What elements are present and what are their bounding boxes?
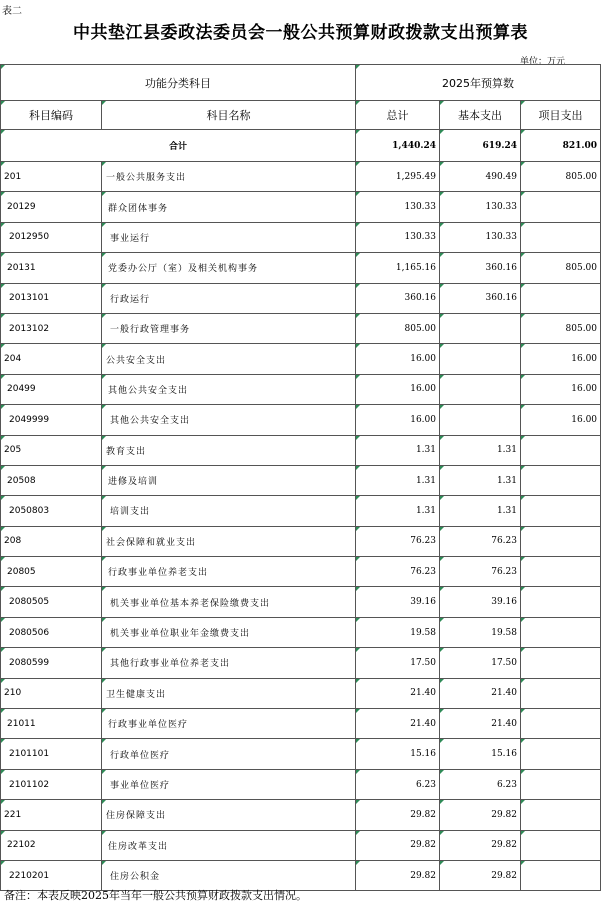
subject-name-cell (102, 800, 356, 830)
subject-name-cell-text: 培训支出 (110, 507, 151, 518)
total-cell-text: 39.16 (410, 597, 436, 608)
project-cell (521, 587, 601, 617)
basic-cell-text: 76.23 (491, 536, 517, 547)
project-cell (521, 162, 601, 192)
total-cell-text: 16.00 (410, 414, 436, 425)
subject-code-cell (1, 374, 102, 404)
total-cell (356, 860, 440, 890)
total-cell (356, 648, 440, 678)
basic-cell (440, 648, 521, 678)
subject-code-cell-text: 2101101 (9, 749, 50, 760)
total-cell-text: 29.82 (410, 840, 436, 851)
subject-name-cell-text: 住房保障支出 (106, 811, 167, 822)
total-cell-text: 1.31 (415, 475, 436, 486)
basic-cell (440, 435, 521, 465)
basic-cell-text: 360.16 (485, 262, 517, 273)
subject-name-cell-text: 机关事业单位职业年金缴费支出 (110, 629, 251, 640)
basic-cell-text: 21.40 (491, 718, 517, 729)
total-cell (356, 830, 440, 860)
total-basic: 619.24 (440, 130, 521, 162)
basic-cell-text: 29.82 (491, 840, 517, 851)
table-row (1, 344, 601, 374)
footnote: 备注：本表反映2025年当年一般公共预算财政拨款支出情况。 (4, 889, 307, 902)
subject-name-cell (102, 739, 356, 769)
project-cell (521, 557, 601, 587)
total-label: 合计 (1, 130, 356, 162)
total-cell-text: 21.40 (410, 718, 436, 729)
basic-cell (440, 678, 521, 708)
subject-name-cell (102, 648, 356, 678)
subject-name-cell-text: 社会保障和就业支出 (106, 537, 197, 548)
subject-name-cell (102, 313, 356, 343)
project-cell-text: 16.00 (571, 384, 598, 395)
basic-cell (440, 617, 521, 647)
basic-cell-text: 360.16 (485, 293, 517, 304)
subject-name-cell-text: 进修及培训 (108, 477, 159, 488)
subject-name-cell (102, 222, 356, 252)
table-row (1, 313, 601, 343)
project-cell-text: 16.00 (571, 354, 598, 365)
table-row (1, 709, 601, 739)
total-cell (356, 283, 440, 313)
total-cell (356, 739, 440, 769)
table-row (1, 405, 601, 435)
total-cell-text: 130.33 (404, 202, 436, 213)
table-row (1, 465, 601, 495)
basic-cell (440, 526, 521, 556)
subject-name-cell (102, 162, 356, 192)
subject-name-cell (102, 769, 356, 799)
project-cell (521, 678, 601, 708)
subject-code-cell-text: 20129 (7, 202, 36, 213)
subject-name-cell (102, 617, 356, 647)
project-cell-text: 805.00 (565, 262, 598, 273)
subject-code-cell-text: 2013102 (9, 323, 50, 334)
subject-code-cell (1, 557, 102, 587)
basic-cell (440, 587, 521, 617)
subject-name-cell-text: 其他行政事业单位养老支出 (110, 659, 231, 670)
subject-code-cell (1, 162, 102, 192)
basic-cell-text: 1.31 (496, 475, 517, 486)
table-row (1, 617, 601, 647)
basic-cell-text: 1.31 (496, 445, 517, 456)
table-row (1, 830, 601, 860)
total-cell (356, 162, 440, 192)
total-cell (356, 496, 440, 526)
project-cell (521, 344, 601, 374)
subject-code-cell (1, 587, 102, 617)
table-row (1, 587, 601, 617)
subject-code-cell-text: 21011 (7, 718, 36, 729)
subject-code-cell-text: 22102 (7, 840, 36, 851)
subject-name-cell (102, 465, 356, 495)
subject-code-cell-text: 201 (4, 171, 22, 182)
header-project: 项目支出 (521, 101, 601, 130)
subject-code-cell (1, 830, 102, 860)
total-cell-text: 17.50 (410, 657, 436, 668)
total-cell (356, 800, 440, 830)
basic-cell-text: 6.23 (496, 779, 517, 790)
project-cell (521, 830, 601, 860)
subject-name-cell-text: 机关事业单位基本养老保险缴费支出 (110, 598, 271, 609)
subject-code-cell-text: 2013101 (9, 293, 50, 304)
project-cell (521, 800, 601, 830)
basic-cell (440, 496, 521, 526)
basic-cell-text: 39.16 (491, 597, 517, 608)
basic-cell (440, 800, 521, 830)
project-cell (521, 860, 601, 890)
project-cell (521, 435, 601, 465)
header-subject-name: 科目名称 (102, 101, 356, 130)
subject-name-cell-text: 教育支出 (106, 446, 147, 457)
basic-cell (440, 709, 521, 739)
subject-code-cell (1, 192, 102, 222)
basic-cell (440, 557, 521, 587)
total-cell-text: 76.23 (410, 566, 436, 577)
total-cell (356, 617, 440, 647)
subject-code-cell-text: 208 (4, 536, 22, 547)
subject-code-cell-text: 2049999 (9, 414, 50, 425)
basic-cell (440, 222, 521, 252)
total-cell (356, 465, 440, 495)
subject-code-cell-text: 20508 (7, 475, 36, 486)
basic-cell-text: 17.50 (491, 657, 517, 668)
total-cell-text: 29.82 (410, 809, 436, 820)
table-row (1, 162, 601, 192)
total-cell (356, 222, 440, 252)
basic-cell (440, 860, 521, 890)
basic-cell (440, 192, 521, 222)
subject-name-cell-text: 事业单位医疗 (110, 781, 171, 791)
subject-name-cell (102, 253, 356, 283)
subject-name-cell-text: 党委办公厅（室）及相关机构事务 (108, 264, 259, 275)
subject-name-cell-text: 行政单位医疗 (110, 750, 171, 761)
project-cell (521, 374, 601, 404)
total-cell (356, 253, 440, 283)
basic-cell (440, 739, 521, 769)
subject-code-cell (1, 739, 102, 769)
subject-code-cell (1, 435, 102, 465)
subject-name-cell (102, 192, 356, 222)
basic-cell-text: 490.49 (485, 171, 517, 182)
subject-code-cell (1, 313, 102, 343)
total-cell-text: 16.00 (410, 384, 436, 395)
subject-name-cell (102, 344, 356, 374)
subject-code-cell (1, 465, 102, 495)
project-cell (521, 648, 601, 678)
subject-name-cell-text: 行政运行 (110, 294, 151, 305)
header-row-columns (1, 101, 601, 130)
total-cell (356, 678, 440, 708)
subject-code-cell (1, 617, 102, 647)
table-row (1, 526, 601, 556)
project-cell (521, 465, 601, 495)
unit-label: 单位：万元 (519, 57, 565, 67)
basic-cell-text: 76.23 (491, 566, 517, 577)
total-cell-text: 15.16 (410, 749, 436, 760)
project-cell (521, 526, 601, 556)
table-row (1, 769, 601, 799)
basic-cell-text: 130.33 (485, 232, 517, 243)
subject-name-cell-text: 事业运行 (110, 233, 151, 244)
table-number-label: 表二 (2, 6, 22, 17)
table-row (1, 283, 601, 313)
project-cell (521, 769, 601, 799)
subject-code-cell (1, 253, 102, 283)
table-row (1, 496, 601, 526)
total-cell-text: 1.31 (415, 505, 436, 516)
project-cell (521, 496, 601, 526)
total-cell-text: 76.23 (410, 536, 436, 547)
total-cell-text: 1.31 (415, 445, 436, 456)
total-cell (356, 557, 440, 587)
subject-code-cell-text: 2050803 (9, 505, 50, 516)
subject-code-cell-text: 2210201 (9, 870, 50, 881)
project-cell (521, 709, 601, 739)
subject-code-cell-text: 2012950 (9, 232, 50, 243)
table-row (1, 192, 601, 222)
subject-name-cell-text: 住房公积金 (110, 872, 161, 883)
total-cell-text: 1,165.16 (395, 262, 436, 273)
basic-cell-text: 130.33 (485, 202, 517, 213)
subject-code-cell (1, 405, 102, 435)
total-cell-text: 360.16 (404, 293, 436, 304)
subject-code-cell (1, 648, 102, 678)
header-subject-code: 科目编码 (1, 101, 102, 130)
table-row (1, 222, 601, 252)
subject-name-cell-text: 住房改革支出 (108, 841, 169, 852)
project-cell-text: 16.00 (571, 414, 598, 425)
table-row (1, 253, 601, 283)
total-cell-text: 130.33 (404, 232, 436, 243)
total-cell-text: 1,295.49 (395, 171, 436, 182)
subject-name-cell-text: 行政事业单位医疗 (108, 720, 189, 731)
subject-name-cell-text: 其他公共安全支出 (108, 385, 189, 396)
basic-cell (440, 830, 521, 860)
header-budget-year: 2025年预算数 (356, 65, 601, 101)
project-cell (521, 313, 601, 343)
project-cell (521, 617, 601, 647)
basic-cell (440, 405, 521, 435)
subject-name-cell (102, 557, 356, 587)
basic-cell (440, 313, 521, 343)
table-row (1, 648, 601, 678)
basic-cell-text: 1.31 (496, 505, 517, 516)
subject-name-cell-text: 其他公共安全支出 (110, 416, 191, 427)
basic-cell (440, 374, 521, 404)
subject-name-cell (102, 830, 356, 860)
total-cell (356, 374, 440, 404)
total-cell-text: 19.58 (410, 627, 436, 638)
total-cell (356, 769, 440, 799)
total-cell (356, 192, 440, 222)
total-cell (356, 344, 440, 374)
total-cell-text: 6.23 (415, 779, 436, 790)
project-cell (521, 222, 601, 252)
subject-code-cell-text: 2101102 (9, 779, 50, 790)
project-cell-text: 805.00 (565, 171, 598, 182)
basic-cell-text: 29.82 (491, 870, 517, 881)
budget-table (0, 64, 601, 891)
subject-name-cell-text: 公共安全支出 (106, 355, 167, 366)
basic-cell (440, 465, 521, 495)
subject-code-cell (1, 800, 102, 830)
basic-cell (440, 253, 521, 283)
subject-name-cell (102, 283, 356, 313)
header-function-category: 功能分类科目 (1, 65, 356, 101)
subject-code-cell (1, 678, 102, 708)
basic-cell (440, 344, 521, 374)
subject-code-cell-text: 20805 (7, 566, 36, 577)
basic-cell (440, 162, 521, 192)
subject-name-cell-text: 行政事业单位养老支出 (108, 568, 209, 579)
subject-name-cell-text: 卫生健康支出 (106, 689, 167, 700)
subject-name-cell (102, 709, 356, 739)
subject-code-cell (1, 709, 102, 739)
basic-cell-text: 19.58 (491, 627, 517, 638)
total-cell-text: 16.00 (410, 354, 436, 365)
total-cell (356, 526, 440, 556)
basic-cell-text: 21.40 (491, 688, 517, 699)
project-cell (521, 253, 601, 283)
subject-name-cell-text: 一般公共服务支出 (106, 173, 187, 184)
table-row (1, 374, 601, 404)
table-row (1, 800, 601, 830)
page-title: 中共垫江县委政法委员会一般公共预算财政拨款支出预算表 (73, 23, 528, 43)
subject-code-cell (1, 222, 102, 252)
subject-name-cell (102, 374, 356, 404)
subject-name-cell (102, 496, 356, 526)
project-cell (521, 739, 601, 769)
total-cell (356, 313, 440, 343)
subject-code-cell-text: 221 (4, 809, 22, 820)
header-row-group (1, 65, 601, 101)
subject-code-cell (1, 526, 102, 556)
basic-cell-text: 29.82 (491, 809, 517, 820)
subject-code-cell-text: 204 (4, 354, 22, 365)
subject-code-cell-text: 20131 (7, 262, 36, 273)
table-row (1, 435, 601, 465)
basic-cell (440, 769, 521, 799)
header-total: 总计 (356, 101, 440, 130)
total-cell (356, 435, 440, 465)
total-row (1, 130, 601, 162)
subject-name-cell (102, 526, 356, 556)
subject-name-cell (102, 405, 356, 435)
subject-code-cell (1, 344, 102, 374)
total-cell (356, 587, 440, 617)
subject-name-cell-text: 一般行政管理事务 (110, 325, 191, 336)
project-cell (521, 283, 601, 313)
subject-name-cell (102, 587, 356, 617)
total-cell (356, 709, 440, 739)
total-cell-text: 21.40 (410, 688, 436, 699)
total-amount: 1,440.24 (356, 130, 440, 162)
subject-code-cell-text: 210 (4, 688, 22, 699)
basic-cell-text: 15.16 (491, 749, 517, 760)
table-row (1, 557, 601, 587)
table-row (1, 678, 601, 708)
total-cell-text: 29.82 (410, 870, 436, 881)
basic-cell (440, 283, 521, 313)
subject-name-cell (102, 678, 356, 708)
total-cell-text: 805.00 (404, 323, 436, 334)
subject-name-cell-text: 群众团体事务 (108, 203, 169, 214)
subject-code-cell (1, 283, 102, 313)
project-cell-text: 805.00 (565, 323, 598, 334)
total-cell (356, 405, 440, 435)
subject-code-cell-text: 2080599 (9, 657, 50, 668)
table-row (1, 739, 601, 769)
subject-code-cell-text: 2080505 (9, 597, 50, 608)
header-basic: 基本支出 (440, 101, 521, 130)
subject-code-cell-text: 2080506 (9, 627, 50, 638)
subject-code-cell (1, 496, 102, 526)
subject-code-cell-text: 20499 (7, 384, 36, 395)
project-cell (521, 405, 601, 435)
total-project: 821.00 (521, 130, 601, 162)
subject-name-cell (102, 435, 356, 465)
subject-code-cell-text: 205 (4, 445, 22, 456)
subject-code-cell (1, 769, 102, 799)
project-cell (521, 192, 601, 222)
